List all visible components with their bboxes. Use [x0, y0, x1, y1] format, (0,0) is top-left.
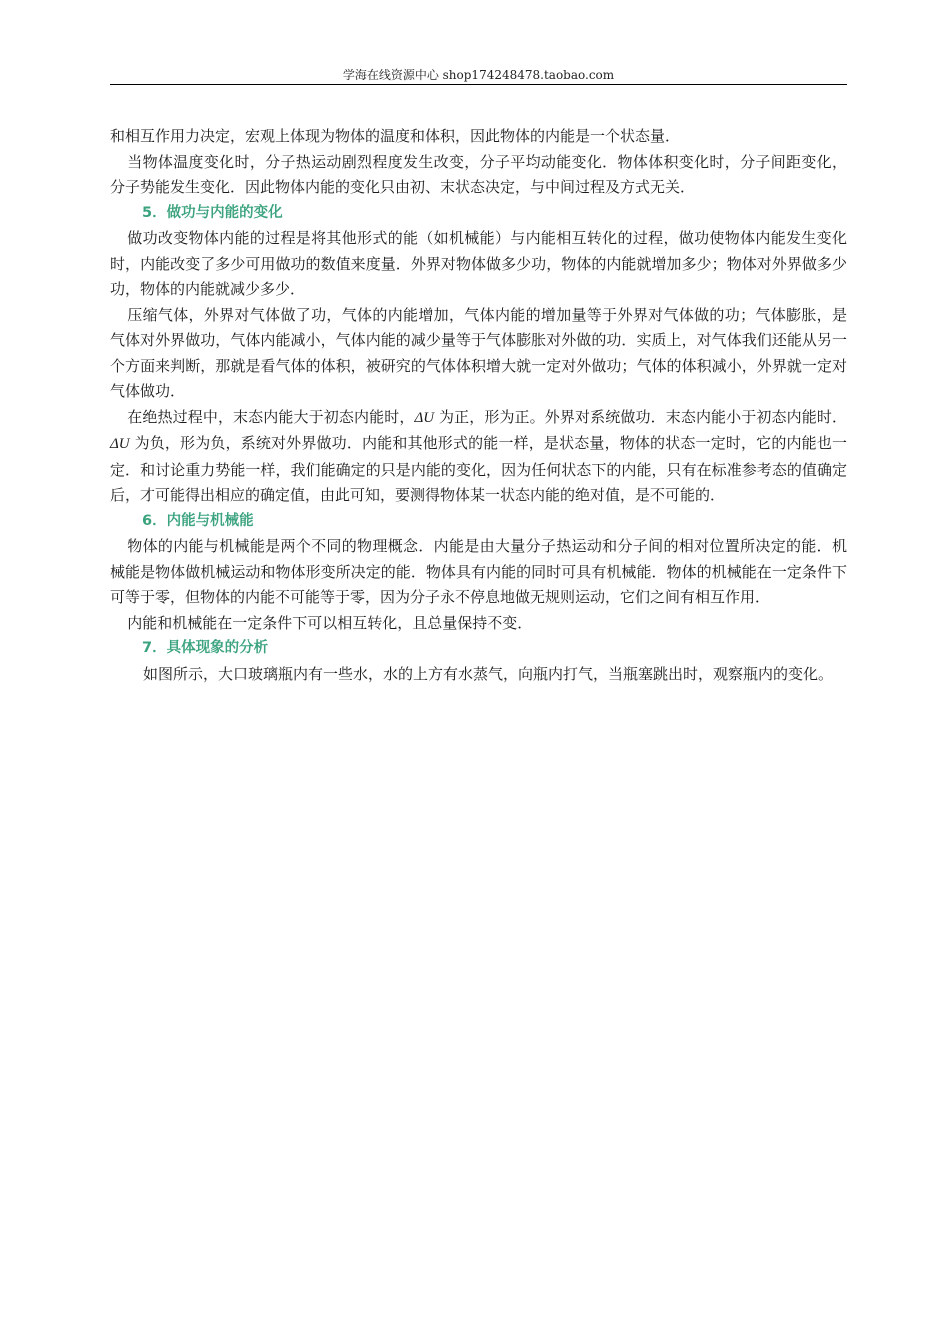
- paragraph: 和相互作用力决定，宏观上体现为物体的温度和体积，因此物体的内能是一个状态量．: [110, 127, 681, 145]
- paragraph: 内能和机械能在一定条件下可以相互转化，且总量保持不变．: [127, 613, 533, 632]
- page-header: 学海在线资源中心 shop174248478.taobao.com: [342, 68, 615, 82]
- section-heading-6: 6．内能与机械能: [142, 512, 254, 529]
- section-heading-7: 7．具体现象的分析: [142, 640, 269, 656]
- delta-u-symbol: ΔU: [110, 436, 130, 452]
- delta-u-symbol: ΔU: [414, 409, 435, 426]
- header-rule: [110, 84, 847, 85]
- text-run: 为正，形为正。外界对系统做功．末态内能小于初态内能时．: [434, 407, 847, 426]
- document-body: [110, 124, 847, 687]
- paragraph: 如图所示，大口玻璃瓶内有一些水，水的上方有水蒸气，向瓶内打气，当瓶塞跳出时，观察瓶内的变化。: [143, 664, 834, 683]
- paragraph-delta-u: [110, 405, 847, 509]
- text-run: 为负，形为负，系统对外界做功．内能和其他形式的能一样，是状态量，物体的状态一定时，它的内能也一定．和讨论重力势能一样，我们能确定的只是内能的变化，因为任何状态下的内能，只有在标准参考态的值确定后，才可能得出相应的确定值，由此可知，要测得物体某一状态内能的绝对值，是不可能的．: [110, 434, 847, 504]
- paragraph: 当物体温度变化时，分子热运动剧烈程度发生改变，分子平均动能变化．物体体积变化时，分子间距变化，分子势能发生变化．因此物体内能的变化只由初、末状态决定，与中间过程及方式无关．: [110, 152, 847, 196]
- section-heading-5: 5．做功与内能的变化: [142, 204, 283, 221]
- paragraph: 物体的内能与机械能是两个不同的物理概念．内能是由大量分子热运动和分子间的相对位置所决定的能．机械能是物体做机械运动和物体形变所决定的能．物体具有内能的同时可具有机械能．物体的机械能在一定条件下可等于零，但物体的内能不可能等于零，因为分子永不停息地做无规则运动，它们之间有相互作用．: [110, 537, 847, 606]
- paragraph: 压缩气体，外界对气体做了功，气体的内能增加，气体内能的增加量等于外界对气体做的功；气体膨胀，是气体对外界做功，气体内能减小，气体内能的减少量等于气体膨胀对外做的功．实质上，对气体我们还能从另一个方面来判断，那就是看气体的体积，被研究的气体体积增大就一定对外做功；气体的体积减小，外界就一定对气体做功．: [110, 305, 847, 400]
- paragraph: 做功改变物体内能的过程是将其他形式的能（如机械能）与内能相互转化的过程，做功使物体内能发生变化时，内能改变了多少可用做功的数值来度量．外界对物体做多少功，物体的内能就增加多少；物体对外界做多少功，物体的内能就减少多少．: [110, 229, 847, 298]
- text-run: 在绝热过程中，末态内能大于初态内能时，: [127, 407, 415, 426]
